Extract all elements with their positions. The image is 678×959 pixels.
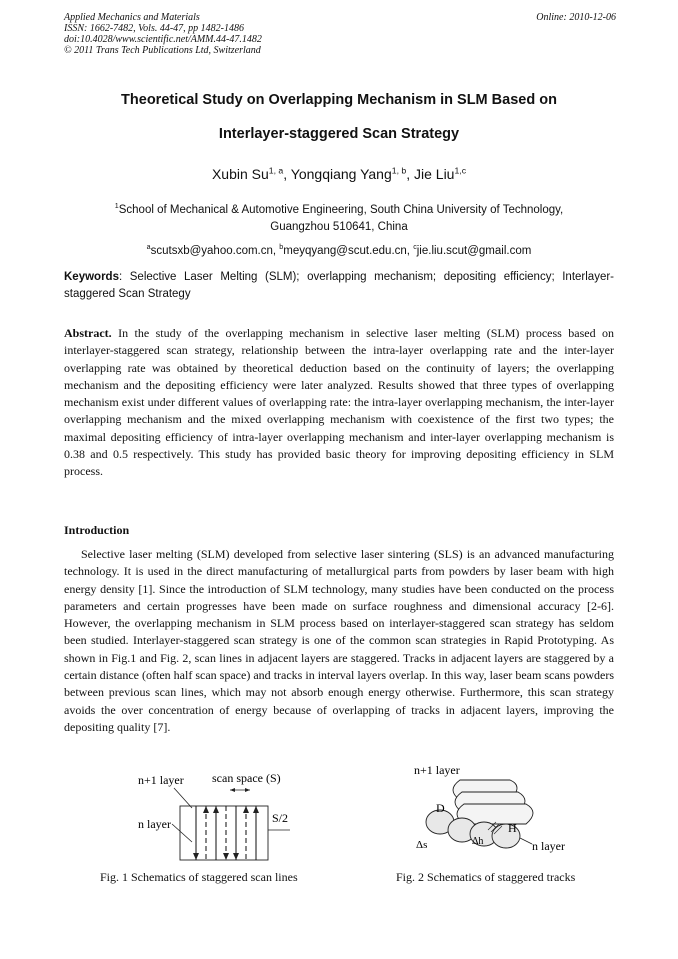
email-sup: c [413, 243, 417, 252]
journal-name: Applied Mechanics and Materials [64, 12, 200, 23]
fig1-dim-arrow-right [245, 788, 250, 792]
abstract [64, 325, 614, 481]
author-name: Xubin Su [211, 166, 269, 182]
figure-2-drawing [400, 760, 600, 868]
fig1-s2-label: S/2 [272, 811, 289, 825]
figure-1 [100, 768, 340, 868]
fig2-n1-label: n+1 layer [414, 763, 460, 777]
figure-1-drawing [100, 768, 340, 868]
fig2-leader-n [520, 838, 532, 844]
email-line: $^a$scutsxb@yahoo.com.cn, $^b$meyqyang@scut.edu.cn, $^c$jie.liu.scut@gmail.com [146, 243, 532, 257]
author-sup: 1, a [268, 165, 284, 176]
fig1-leader-n [172, 824, 192, 842]
introduction-paragraph: Selective laser melting (SLM) developed from selective laser sintering (SLS) is an advanced manufacturing technology. It is used in the direct manufacturing of metallurgical parts from powders by laser beam with high energy density [1]. Since the introduction of SLM technology, many studies have been conducted on the process parameters and certain progresses have been made on surface roughness and dimensional accuracy [2-6]. However, the overlapping mechanism in SLM process based on interlayer-staggered scan strategy has seldom been studied. Interlayer-staggered scan strategy is one of the common scan strategies in Rapid Prototyping. As shown in Fig.1 and Fig. 2, scan lines in adjacent layers are staggered. Tracks in adjacent layers are staggered by a certain distance (often half scan space) and tracks in interval layers overlap. In this way, laser beam scans powders between previous scan lines, which may not absorb enough energy otherwise. Furthermore, this scan strategy avoids the over concentration of energy because of overlapping of tracks in adjacent layers, improving the depositing quality [7]. [64, 547, 614, 734]
figure-2-caption: Fig. 2 Schematics of staggered tracks [396, 870, 576, 884]
fig1-frame [180, 806, 268, 860]
affiliation-text: School of Mechanical & Automotive Engineering, South China University of Technology, [118, 204, 564, 216]
fig1-n1-label: n+1 layer [138, 773, 184, 787]
abstract-label: Abstract. [64, 326, 112, 340]
affiliation-line2: Guangzhou 510641, China [270, 221, 408, 233]
keywords-label: Keywords [64, 271, 119, 283]
email-sup: b [279, 243, 284, 252]
copyright-line: © 2011 Trans Tech Publications Ltd, Switzerland [64, 45, 261, 56]
introduction-heading: Introduction [64, 523, 130, 537]
abstract-text: In the study of the overlapping mechanism in selective laser melting (SLM) process based on interlayer-staggered scan strategy, relationship between the intra-layer overlapping rate and the inter-layer overlapping rate was obtained by theoretical deduction based on the continuity of layers; the overlapping mechanism and the depositing efficiency were later analyzed. Results showed that three types of overlapping mechanism exist under different values of overlapping rate: the intra-layer overlapping mechanism, the inter-layer overlapping mechanism and the mixed overlapping mechanism with coexistence of the first two types; the maximal depositing efficiency of intra-layer overlapping mechanism and inter-layer overlapping mechanism is 0.38 and 0.5 respectively. This study has provided basic theory for improving depositing efficiency in SLM process. [64, 326, 615, 479]
fig1-dim-arrow-left [230, 788, 235, 792]
doi-line: doi:10.4028/www.scientific.net/AMM.44-47.1482 [64, 34, 262, 45]
fig2-n-label: n layer [532, 839, 565, 853]
author-name: Jie Liu [414, 166, 455, 182]
fig2-d-label: D [436, 801, 445, 815]
journal-header [64, 12, 262, 56]
paper-title-line1: Theoretical Study on Overlapping Mechanism in SLM Based on [121, 92, 557, 108]
issn-line: ISSN: 1662-7482, Vols. 44-47, pp 1482-1486 [64, 23, 244, 34]
author-name: Yongqiang Yang [290, 166, 392, 182]
fig2-ds-label: Δs [416, 839, 428, 851]
fig2-upper-tracks [453, 780, 533, 824]
affiliation-sup: 1 [114, 202, 119, 211]
author-sup: 1,c [454, 165, 467, 176]
author-sup: 1, b [391, 165, 407, 176]
figure-1-caption: Fig. 1 Schematics of staggered scan lines [100, 870, 298, 884]
keywords: Keywords: Selective Laser Melting (SLM); overlapping mechanism; depositing efficiency; Interlayer-staggered Scan Strategy [64, 271, 614, 300]
fig2-dh-label: Δh [472, 836, 484, 847]
affiliation-line1 [64, 204, 614, 216]
online-date: Online: 2010-12-06 [536, 12, 616, 23]
email-link[interactable]: meyqyang@scut.edu.cn [283, 245, 407, 257]
email-sup: a [146, 243, 151, 252]
email-link[interactable]: jie.liu.scut@gmail.com [416, 245, 532, 257]
fig1-n-label: n layer [138, 817, 171, 831]
fig1-leader-n1 [174, 788, 192, 808]
keywords-text: Selective Laser Melting (SLM); overlapping mechanism; depositing efficiency; Interlayer-staggered Scan Strategy [64, 271, 614, 300]
fig1-scan-space-label: scan space (S) [212, 771, 281, 785]
fig2-h-label: H [508, 821, 517, 835]
email-link[interactable]: scutsxb@yahoo.com.cn [150, 245, 273, 257]
fig1-dashed-lines [206, 806, 246, 860]
paper-title-line2: Interlayer-staggered Scan Strategy [218, 126, 460, 142]
figure-2 [400, 760, 600, 868]
author-list: Xubin Su$^{1, a}$, Yongqiang Yang$^{1, b}$, Jie Liu$^{1,c}$ [211, 165, 467, 182]
